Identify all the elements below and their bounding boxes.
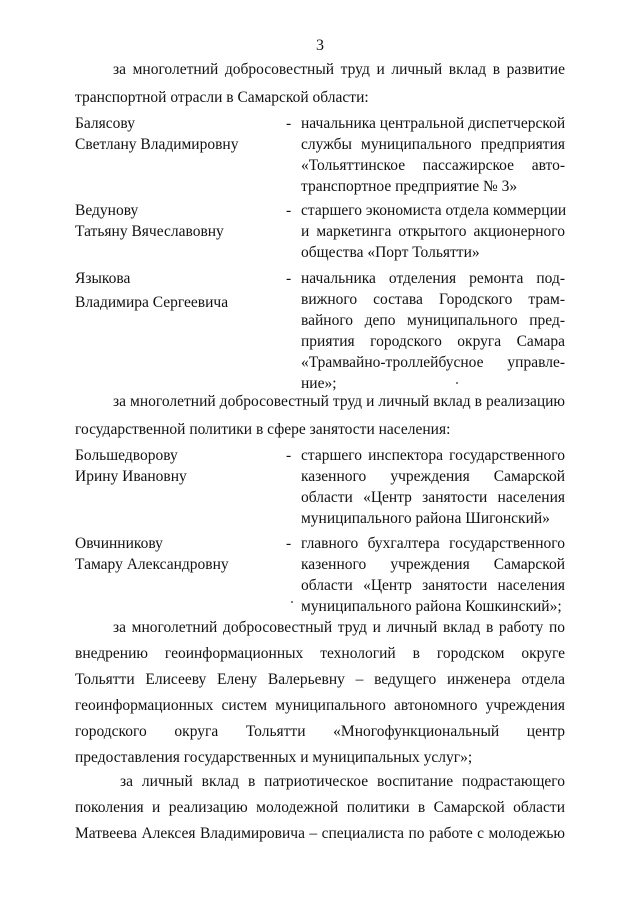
paragraph-line: городского округа Тольятти «Многофункциональный центр [75,723,565,740]
paragraph-line: геоинформационных систем муниципального автономного учреждения [75,697,565,714]
paragraph-line: поколения и реализацию молодежной политики в Самарской области [75,799,565,816]
section-geoinformation-paragraph [75,615,565,771]
entry-dash: - [286,447,292,464]
recipient-position: начальника отделения ремонта под- вижного состава Городского трам- вайного депо муниципального пред- приятия городского округа Самара «Трамвайно-троллейбусное управле- ние»; [301,270,565,392]
recipient-name: Большедворову Ирину Ивановну [75,447,187,485]
paragraph-line: транспортной отрасли в Самарской области: [75,89,369,106]
recipient-position: главного бухгалтера государственного казенного учреждения Самарской области «Центр занятости населения муниципального района Кошкинский»; [301,535,565,615]
paragraph-line: внедрению геоинформационных технологий в городском округе [75,645,565,662]
paragraph-line: предоставления государственных и муниципальных услуг»; [75,749,473,766]
paragraph-line: за многолетний добросовестный труд и личный вклад в реализацию [113,393,565,410]
section-employment-heading [75,389,565,443]
paragraph-line: Матвеева Алексея Владимировича – специалиста по работе с молодежью [75,825,565,842]
recipient-name: Овчинникову Тамару Александровну [75,535,229,573]
entry-dash: - [286,270,292,287]
entry-dash: - [286,202,292,219]
recipient-name: Ведунову Татьяну Вячеславовну [75,202,224,240]
paragraph-line: за личный вклад в патриотическое воспитание подрастающего [120,773,565,790]
section-youth-policy-paragraph [75,769,565,847]
recipient-position: старшего экономиста отдела коммерции и маркетинга открытого акционерного общества «Порт Тольятти» [301,202,567,261]
scan-speck [456,382,458,384]
entry-dash: - [286,535,292,552]
paragraph-line: за многолетний добросовестный труд и личный вклад в развитие [113,61,565,78]
entry-dash: - [286,115,292,132]
paragraph-line: Тольятти Елисееву Елену Валерьевну – ведущего инженера отдела [75,671,565,688]
page-number: 3 [316,37,324,54]
recipient-position: старшего инспектора государственного казенного учреждения Самарской области «Центр занятости населения муниципального района Шигонский» [301,447,565,527]
paragraph-line: государственной политики в сфере занятости населения: [75,421,451,438]
recipient-name: Языкова Владимира Сергеевича [75,270,229,311]
recipient-name: Балясову Светлану Владимировну [75,115,239,153]
scan-speck [291,601,293,603]
paragraph-line: за многолетний добросовестный труд и личный вклад в работу по [113,619,565,636]
section-transport-heading [75,57,565,111]
recipient-position: начальника центральной диспетчерской службы муниципального предприятия «Тольяттинское пассажирское авто- транспортное предприятие № 3» [301,115,566,195]
